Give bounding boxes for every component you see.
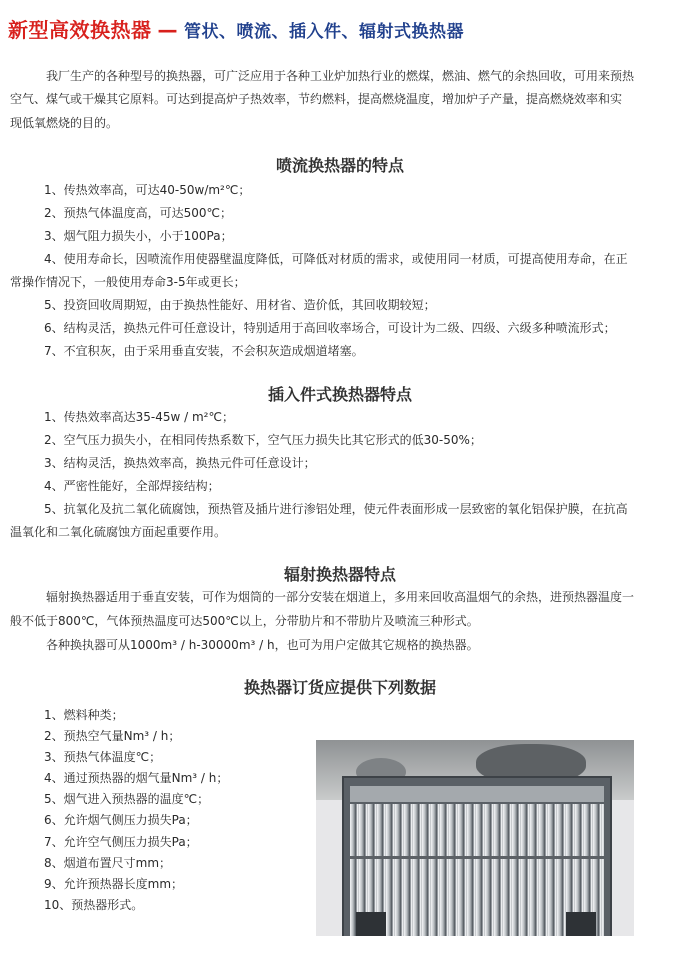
intro-line-2: 空气、煤气或干燥其它原料。可达到提高炉子热效率，节约燃料，提高燃烧温度，增加炉子产量，提高燃烧效率和实: [10, 92, 623, 106]
list-item: 7、允许空气侧压力损失Pa；: [44, 834, 198, 849]
intro-line-1: 我厂生产的各种型号的换热器，可广泛应用于各种工业炉加热行业的燃煤，燃油、燃气的余热回收，可用来预热: [46, 69, 635, 83]
heat-exchanger-photo: [316, 740, 634, 936]
list-item: 5、烟气进入预热器的温度℃；: [44, 792, 210, 807]
list-item: 6、允许烟气侧压力损失Pa；: [44, 813, 198, 828]
exchanger-leg-right: [566, 912, 596, 936]
list-item: 6、结构灵活，换热元件可任意设计，特别适用于高回收率场合，可设计为二级、四级、六级多种喷流形式；: [44, 321, 616, 335]
list-item: 温氧化和二氧化硫腐蚀方面起重要作用。: [10, 525, 227, 539]
radiant-line-3: 各种换执器可从1000m³ / h-30000m³ / h，也可为用户定做其它规格的换热器。: [46, 638, 479, 652]
title-main: 新型高效换热器: [8, 18, 152, 42]
jet-feature-list: [10, 180, 674, 364]
list-item: 常操作情况下，一般使用寿命3-5年或更长；: [10, 275, 246, 289]
list-item: 5、抗氧化及抗二氧化硫腐蚀，预热管及插片进行渗铝处理，使元件表面形成一层致密的氧化铝保护膜，在抗高: [44, 502, 628, 516]
list-item: 5、投资回收周期短，由于换热性能好、用材省、造价低，其回收期较短；: [44, 298, 436, 312]
list-item: 3、预热气体温度℃；: [44, 750, 162, 765]
list-item: 4、通过预热器的烟气量Nm³ / h；: [44, 771, 229, 786]
radiant-line-2: 般不低于800℃，气体预热温度可达500℃以上，分带肋片和不带肋片及喷流三种形式。: [10, 614, 479, 628]
insert-feature-list: [10, 407, 674, 545]
list-item: 1、燃料种类；: [44, 708, 124, 722]
exchanger-leg-left: [356, 912, 386, 936]
order-data-list: [44, 706, 228, 917]
list-item: 3、烟气阻力损失小，小于100Pa；: [44, 229, 233, 243]
section-title-jet: 喷流换热器的特点: [275, 156, 404, 175]
page-title: [8, 14, 672, 43]
list-item: 3、结构灵活，换热效率高，换热元件可任意设计；: [44, 456, 316, 470]
list-item: 9、允许预热器长度mm；: [44, 876, 184, 891]
section-title-order: 换热器订货应提供下列数据: [243, 678, 436, 697]
title-subtitle: 管状、喷流、插入件、辐射式换热器: [184, 22, 464, 42]
list-item: 2、空气压力损失小，在相同传热系数下，空气压力损失比其它形式的低30-50%；: [44, 433, 482, 447]
list-item: 7、不宜积灰，由于采用垂直安装，不会积灰造成烟道堵塞。: [44, 344, 364, 358]
exchanger-band: [350, 856, 604, 859]
list-item: 2、预热气体温度高，可达500℃；: [44, 206, 233, 220]
list-item: 4、使用寿命长，因喷流作用使器壁温度降低，可降低对材质的需求，或使用同一材质，可提高使用寿命，在正: [44, 252, 628, 266]
title-dash: —: [157, 18, 178, 42]
section-title-insert: 插入件式换热器特点: [267, 385, 412, 404]
intro-line-3: 现低氧燃烧的目的。: [10, 116, 119, 130]
list-item: 4、严密性能好，全部焊接结构；: [44, 479, 220, 493]
list-item: 1、传热效率高，可达40-50w/m²℃；: [44, 183, 251, 197]
section-title-radiant: 辐射换热器特点: [283, 565, 396, 584]
list-item: 1、传热效率高达35-45w / m²℃；: [44, 410, 234, 424]
list-item: 10、预热器形式。: [44, 897, 144, 912]
list-item: 8、烟道布置尺寸mm；: [44, 855, 172, 870]
exchanger-top-plate: [350, 786, 604, 802]
radiant-line-1: 辐射换热器适用于垂直安装，可作为烟筒的一部分安装在烟道上，多用来回收高温烟气的余热，进预热器温度一: [46, 590, 635, 604]
list-item: 2、预热空气量Nm³ / h；: [44, 729, 181, 744]
